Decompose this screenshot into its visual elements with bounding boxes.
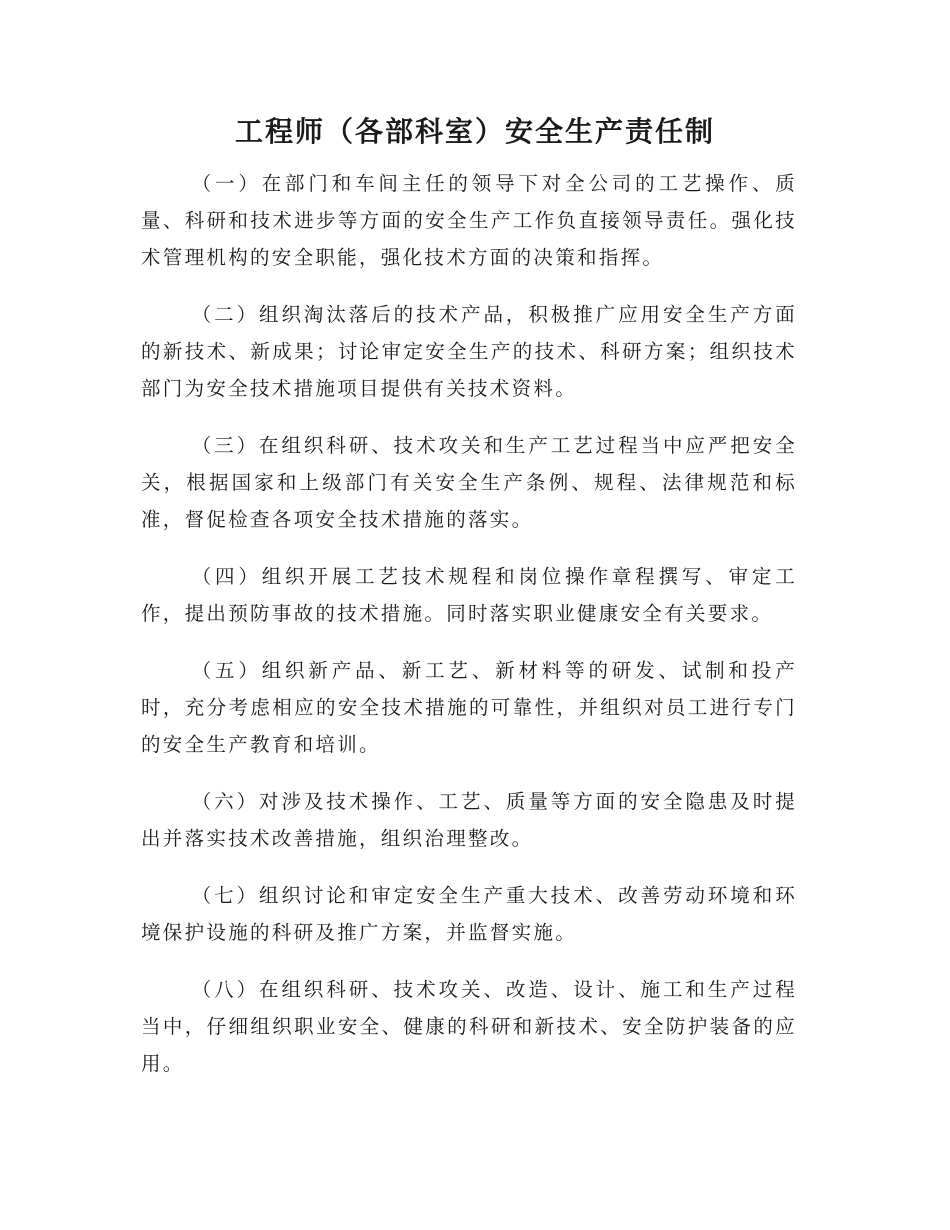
document-body [141, 165, 797, 1102]
paragraph-3: （三）在组织科研、技术攻关和生产工艺过程当中应严把安全关，根据国家和上级部门有关安全生产条例、规程、法律规范和标准，督促检查各项安全技术措施的落实。 [141, 434, 797, 531]
paragraph-4: （四）组织开展工艺技术规程和岗位操作章程撰写、审定工作，提出预防事故的技术措施。同时落实职业健康安全有关要求。 [141, 565, 797, 625]
paragraph-6: （六）对涉及技术操作、工艺、质量等方面的安全隐患及时提出并落实技术改善措施，组织治理整改。 [141, 790, 797, 850]
document-title: 工程师（各部科室）安全生产责任制 [234, 115, 715, 148]
paragraph-2: （二）组织淘汰落后的技术产品，积极推广应用安全生产方面的新技术、新成果；讨论审定安全生产的技术、科研方案；组织技术部门为安全技术措施项目提供有关技术资料。 [141, 303, 797, 400]
paragraph-7: （七）组织讨论和审定安全生产重大技术、改善劳动环境和环境保护设施的科研及推广方案，并监督实施。 [141, 884, 797, 944]
paragraph-1: （一）在部门和车间主任的领导下对全公司的工艺操作、质量、科研和技术进步等方面的安全生产工作负直接领导责任。强化技术管理机构的安全职能，强化技术方面的决策和指挥。 [141, 172, 797, 269]
paragraph-8: （八）在组织科研、技术攻关、改造、设计、施工和生产过程当中，仔细组织职业安全、健康的科研和新技术、安全防护装备的应用。 [141, 978, 797, 1075]
paragraph-5: （五）组织新产品、新工艺、新材料等的研发、试制和投产时，充分考虑相应的安全技术措施的可靠性，并组织对员工进行专门的安全生产教育和培训。 [141, 659, 797, 756]
